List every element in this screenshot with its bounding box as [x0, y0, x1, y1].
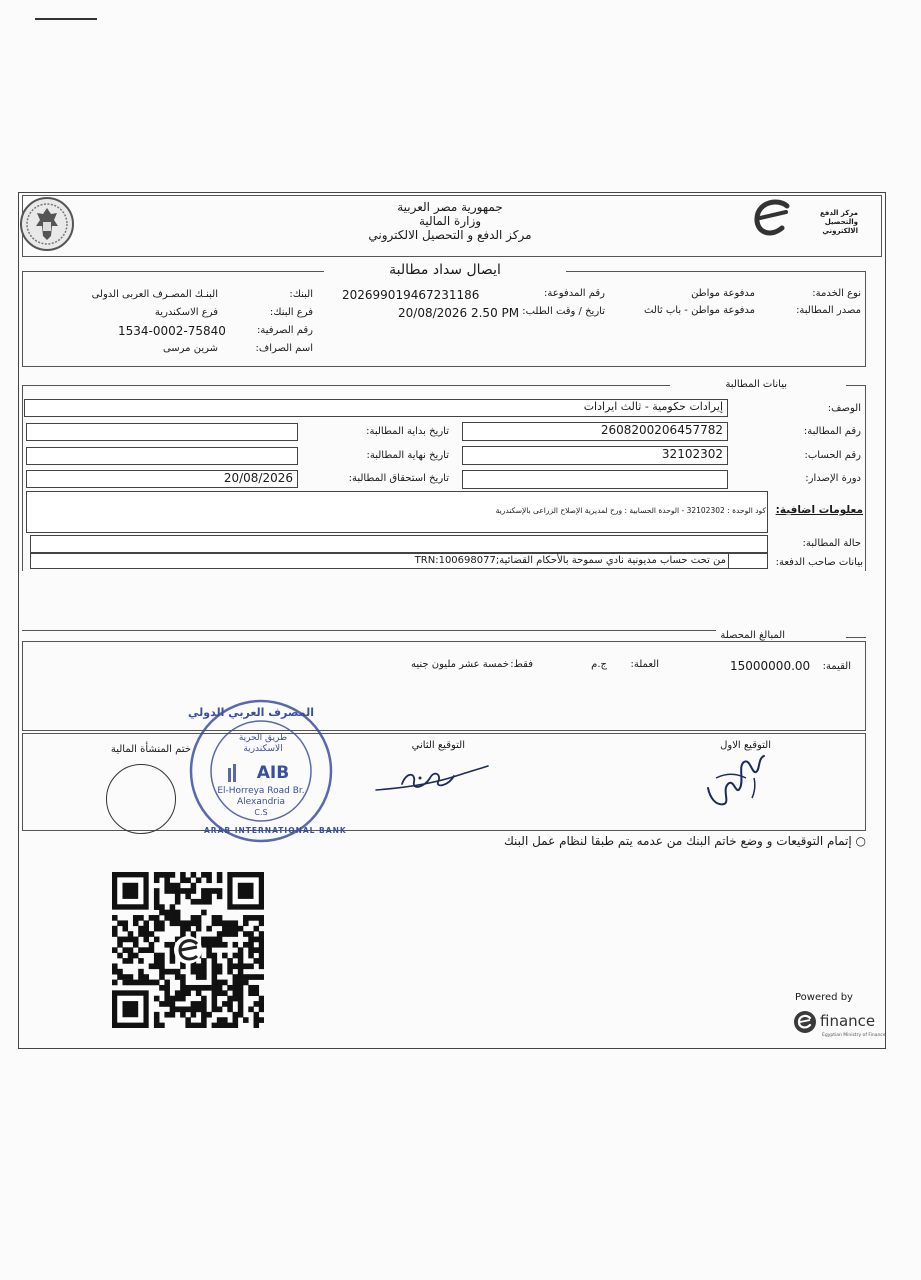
- gov-line-3: مركز الدفع و التحصيل الالكتروني: [368, 228, 532, 242]
- stamp-ring-text: ARAB INTERNATIONAL BANK: [204, 826, 347, 835]
- amount-words-value: خمسة عشر مليون جنيه: [411, 659, 509, 670]
- powered-by-text: Powered by: [795, 992, 853, 1003]
- issue-cycle-field: [462, 470, 728, 489]
- amount-section-rule-right: [846, 637, 866, 638]
- finance-logo-icon: [793, 1010, 817, 1034]
- request-datetime-label: تاريخ / وقت الطلب:: [522, 306, 605, 317]
- payment-no-label: رقم المدفوعة:: [544, 288, 605, 299]
- e-payment-logo-text: مركز الدفع والتحصيل الالكتروني: [820, 209, 858, 235]
- stamp-arabic-top: المصرف العربي الدولي: [188, 706, 314, 719]
- amount-value: 15000000.00: [730, 659, 811, 673]
- amount-section-title: المبالغ المحصلة: [716, 630, 789, 641]
- end-date-label: تاريخ نهاية المطالبة:: [366, 450, 449, 461]
- notice-bullet: ○: [851, 834, 866, 848]
- notice-body: إتمام التوقيعات و وضع خاتم البنك من عدمه يتم طبقا لنظام عمل البنك: [503, 834, 852, 848]
- receipt-title: ايصال سداد مطالبة: [324, 261, 566, 279]
- end-date-field: [26, 447, 298, 465]
- claim-no-label: رقم المطالبة:: [803, 426, 861, 437]
- stamp-arabic-line2: طريق الحرية: [238, 733, 288, 743]
- due-date-label: تاريخ استحقاق المطالبة:: [348, 473, 449, 484]
- stamp-en-line1: El-Horreya Road Br.: [217, 786, 305, 796]
- payer-info-label: بيانات صاحب الدفعة:: [775, 557, 863, 568]
- payer-info-divider: [728, 553, 729, 569]
- finance-brand: finance: [820, 1012, 876, 1030]
- claim-status-label: حالة المطالبة:: [802, 538, 861, 549]
- amount-box: [22, 641, 866, 731]
- claim-status-field: [30, 535, 768, 553]
- bank-value: البنـك المصـرف العربى الدولى: [91, 289, 218, 300]
- currency-value: ج.م: [591, 659, 607, 670]
- extra-info-value: كود الوحدة : 32102302 - الوحدة الحسابية : ورح لمديرية الإصلاح الزراعى بالإسكندرية: [495, 506, 766, 515]
- amount-value-label: القيمة:: [822, 661, 851, 672]
- claim-section-title: بيانات المطالبة: [721, 379, 791, 390]
- stamp-arabic-line3: الاسكندرية: [243, 744, 283, 754]
- due-date-field: 20/08/2026: [26, 470, 298, 488]
- first-signature-label: التوقيع الاول: [720, 740, 771, 751]
- description-label: الوصف:: [827, 403, 861, 414]
- payer-info-value: من تحت حساب مديونية نادي سموحة بالأحكام القضائية;TRN:100698077: [414, 555, 726, 566]
- teller-name-value: شرين مرسى: [162, 343, 218, 354]
- stamp-brand: AIB: [256, 763, 290, 783]
- bank-label: البنك:: [289, 289, 313, 300]
- institution-stamp-label: ختم المنشأة المالية: [110, 744, 191, 755]
- amount-section-rule: [22, 630, 728, 631]
- start-date-field: [26, 423, 298, 441]
- egypt-eagle-emblem-icon: [18, 195, 76, 253]
- amount-words-label: فقط:: [510, 659, 533, 670]
- claim-source-label: مصدر المطالبة:: [796, 305, 861, 316]
- extra-info-label: معلومات اضافية:: [775, 504, 863, 516]
- second-signature-mark: [372, 758, 492, 798]
- service-type-label: نوع الخدمة:: [812, 288, 861, 299]
- stamp-en-line3: C.S: [254, 808, 268, 817]
- service-type-value: مدفوعة مواطن: [691, 288, 755, 299]
- branch-label: فرع البنك:: [269, 307, 313, 318]
- stamp-en-line2: Alexandria: [236, 797, 285, 807]
- payment-no-value: 202699019467231186: [342, 288, 480, 302]
- institution-stamp-circle: [106, 764, 176, 834]
- description-field: إيرادات حكومية - ثالث ايرادات: [24, 399, 728, 417]
- teller-no-label: رقم الصرفية:: [257, 325, 313, 336]
- request-datetime-value: 20/08/2026 2.50 PM: [398, 306, 520, 320]
- branch-value: فرع الاسكندرية: [154, 307, 218, 318]
- finance-brand-sub: Egyptian Ministry of Finance: [822, 1033, 886, 1038]
- teller-no-value: 1534-0002-75840: [118, 324, 226, 338]
- qr-code-icon: [112, 872, 264, 1028]
- claim-source-value: مدفوعة مواطن - باب ثالث: [643, 305, 755, 316]
- issue-cycle-label: دورة الإصدار:: [805, 473, 861, 484]
- account-no-field: 32102302: [462, 446, 728, 465]
- first-signature-mark: [694, 748, 774, 814]
- teller-name-label: اسم الصراف:: [255, 343, 313, 354]
- start-date-label: تاريخ بداية المطالبة:: [366, 426, 449, 437]
- account-no-label: رقم الحساب:: [804, 450, 861, 461]
- notice-text: [480, 833, 866, 849]
- gov-line-2: وزارة المالية: [418, 214, 482, 228]
- page-mark: [35, 18, 97, 20]
- second-signature-label: التوقيع الثاني: [411, 740, 465, 751]
- claim-no-field: 2608200206457782: [462, 422, 728, 441]
- e-payment-logo-icon: [752, 198, 794, 238]
- gov-line-1: جمهورية مصر العربية: [397, 200, 503, 214]
- currency-label: العملة:: [630, 659, 659, 670]
